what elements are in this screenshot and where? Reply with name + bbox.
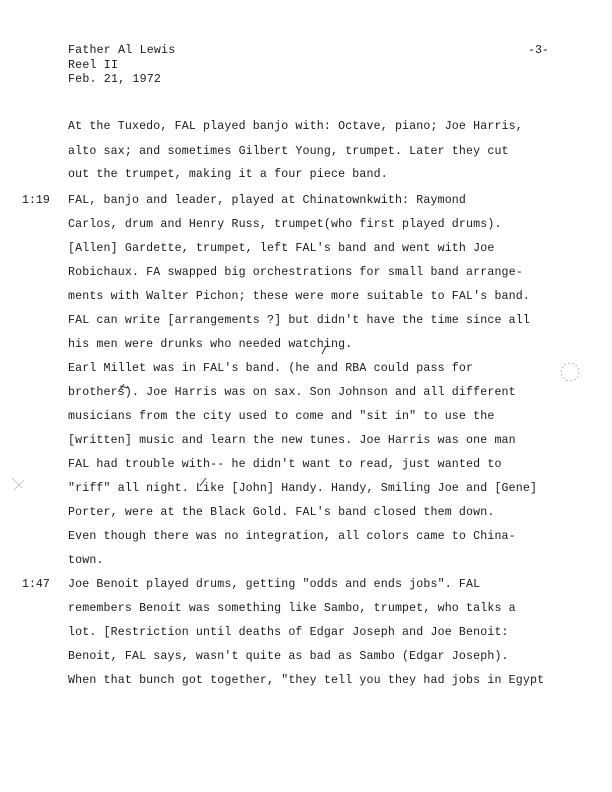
text-line: his men were drunks who needed watching. [68,338,353,351]
text-line: When that bunch got together, "they tell you they had jobs in Egypt [68,674,545,687]
text-line: Even though there was no integration, all colors came to China- [68,530,516,543]
text-line: out the trumpet, making it a four piece band. [68,168,388,181]
margin-time-2: 1:47 [22,578,50,591]
text-line: musicians from the city used to come and "sit in" to use the [68,410,495,423]
text-line: ments with Walter Pichon; these were more suitable to FAL's band. [68,290,530,303]
text-line: [written] music and learn the new tunes. Joe Harris was one man [68,434,516,447]
margin-time-1: 1:19 [22,194,50,207]
speck-mark [561,363,579,381]
text-line: Porter, were at the Black Gold. FAL's band closed them down. [68,506,495,519]
text-line: Benoit, FAL says, wasn't quite as bad as Sambo (Edgar Joseph). [68,650,509,663]
text-line: "riff" all night. Like [John] Handy. Handy, Smiling Joe and [Gene] [68,482,538,495]
text-line: town. [68,554,104,567]
text-line: remembers Benoit was something like Sambo, trumpet, who talks a [68,602,516,615]
text-line: Robichaux. FA swapped big orchestrations for small band arrange- [68,266,523,279]
text-line: FAL, banjo and leader, played at Chinatownkwith: Raymond [68,194,467,207]
text-line: Carlos, drum and Henry Russ, trumpet(who first played drums). [68,218,502,231]
text-line: Joe Benoit played drums, getting "odds and ends jobs". FAL [68,578,481,591]
speck-mark [12,478,24,490]
text-line: alto sax; and sometimes Gilbert Young, trumpet. Later they cut [68,145,509,158]
header-name: Father Al Lewis [68,44,176,57]
text-line: brothers). Joe Harris was on sax. Son Johnson and all different [68,386,516,399]
correction-mark [200,478,206,486]
header-reel: Reel II [68,58,119,72]
page-number: -3- [528,44,549,57]
text-line: Earl Millet was in FAL's band. (he and RBA could pass for [68,362,474,375]
text-line: [Allen] Gardette, trumpet, left FAL's band and went with Joe [68,242,495,255]
text-line: FAL can write [arrangements ?] but didn't have the time since all [68,314,530,327]
text-line: At the Tuxedo, FAL played banjo with: Octave, piano; Joe Harris, [68,120,523,133]
caret-mark [322,346,326,354]
text-line: lot. [Restriction until deaths of Edgar Joseph and Joe Benoit: [68,626,509,639]
header-date: Feb. 21, 1972 [68,73,162,86]
correction-mark [118,384,128,392]
text-line: FAL had trouble with-- he didn't want to read, just wanted to [68,458,502,471]
